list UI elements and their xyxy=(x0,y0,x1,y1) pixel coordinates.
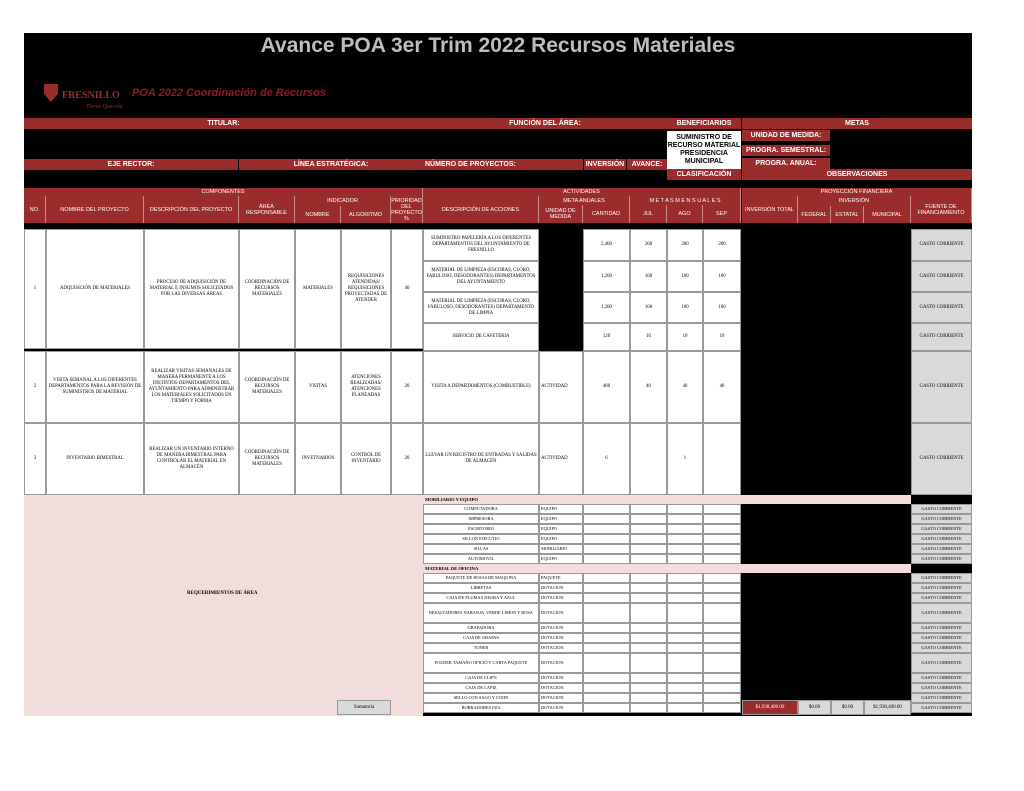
req-item-name: CAJA DE CLIP'S xyxy=(423,673,539,683)
req-item-blank xyxy=(583,633,630,643)
report-sheet xyxy=(24,33,972,716)
action-fuente: GASTO CORRIENTE xyxy=(911,292,972,323)
col-acciones: DESCRIPCIÓN DE ACCIONES xyxy=(423,196,539,223)
action-fuente: GASTO CORRIENTE xyxy=(911,351,972,423)
proyeccion-header: PROYECCIÓN FINANCIERA xyxy=(742,188,972,196)
req-item-fuente: GASTO CORRIENTE xyxy=(911,653,972,673)
project-prioridad: 20 xyxy=(391,351,423,423)
req-item-fuente: GASTO CORRIENTE xyxy=(911,573,972,583)
project-no: 3 xyxy=(24,423,46,495)
req-section-title: MOBILIARIO Y EQUIPO xyxy=(423,495,911,504)
total-inversion: $1,938,400.00 xyxy=(742,700,798,715)
action-cantidad: 1,200 xyxy=(583,261,630,292)
col-municipal: MUNICIPAL xyxy=(864,206,911,223)
col-inv-total: INVERSIÓN TOTAL xyxy=(742,196,798,223)
req-item-blank xyxy=(630,703,667,713)
project-indicador: INVETNARIOS xyxy=(295,423,341,495)
col-prioridad: PRIORIDAD DEL PROYECTO % xyxy=(391,197,422,222)
req-section-title: MATERIAL DE OFICINA xyxy=(423,564,911,573)
req-item-blank xyxy=(583,653,630,673)
req-item-blank xyxy=(667,603,703,623)
req-item-unit: DOTACION xyxy=(539,583,583,593)
project-no: 2 xyxy=(24,351,46,423)
req-item-name: BORRADORES PZA xyxy=(423,703,539,713)
req-item-fuente: GASTO CORRIENTE xyxy=(911,643,972,653)
req-row xyxy=(423,673,972,683)
req-item-blank xyxy=(583,693,630,703)
req-item-blank xyxy=(583,673,630,683)
project-indicador: MATERIALES xyxy=(295,229,341,349)
action-cantidad: 120 xyxy=(583,323,630,351)
req-item-fuente: GASTO CORRIENTE xyxy=(911,583,972,593)
funcion-label: FUNCIÓN DEL ÁREA: xyxy=(423,118,667,129)
col-jul: JUL xyxy=(630,205,667,223)
req-row xyxy=(423,534,972,544)
action-cantidad: 6 xyxy=(583,423,630,495)
action-descripcion: SERVICIO DE CAFETERIA xyxy=(423,323,539,351)
req-item-name: GRAPADORA xyxy=(423,623,539,633)
titular-label: TITULAR: xyxy=(24,118,423,129)
action-ago: 1 xyxy=(667,423,703,495)
req-item-blank xyxy=(630,524,667,534)
action-sep: 100 xyxy=(703,292,741,323)
req-item-fuente: GASTO CORRIENTE xyxy=(911,683,972,693)
req-item-fuente: GASTO CORRIENTE xyxy=(911,633,972,643)
action-jul: 10 xyxy=(630,323,667,351)
req-row xyxy=(423,633,972,643)
req-item-blank xyxy=(583,554,630,564)
req-item-blank xyxy=(703,593,741,603)
action-cantidad: 2,400 xyxy=(583,229,630,261)
col-cantidad: CANTIDAD xyxy=(583,205,630,223)
req-item-blank xyxy=(703,693,741,703)
project-no: 1 xyxy=(24,229,46,349)
action-jul: 40 xyxy=(630,351,667,423)
action-unidad-blank xyxy=(539,323,583,351)
progra-semestral-label: PROGRA. SEMESTRAL: xyxy=(742,145,830,156)
req-item-name: SELLO CON SAGO Y COJIN xyxy=(423,693,539,703)
col-nombre: NOMBRE DEL PROYECTO xyxy=(46,196,144,223)
project-nombre: ADQUISICIÓN DE MATERIALES xyxy=(46,229,144,349)
req-item-unit: EQUIPO xyxy=(539,524,583,534)
req-item-blank xyxy=(630,593,667,603)
req-item-fuente: GASTO CORRIENTE xyxy=(911,623,972,633)
action-jul: 100 xyxy=(630,261,667,292)
req-item-name: CAJA DE PLUMAS NEGRA Y AZUL xyxy=(423,593,539,603)
project-prioridad: 20 xyxy=(391,423,423,495)
req-row xyxy=(423,593,972,603)
action-ago: 40 xyxy=(667,351,703,423)
req-item-blank xyxy=(630,603,667,623)
req-item-blank xyxy=(630,504,667,514)
req-item-unit: DOTACION xyxy=(539,683,583,693)
action-fuente: GASTO CORRIENTE xyxy=(911,229,972,261)
req-item-blank xyxy=(630,693,667,703)
req-item-fuente: GASTO CORRIENTE xyxy=(911,514,972,524)
action-fuente: GASTO CORRIENTE xyxy=(911,323,972,351)
req-row xyxy=(423,554,972,564)
total-estatal: $0.00 xyxy=(831,700,864,715)
req-item-unit: DOTACION xyxy=(539,623,583,633)
req-item-blank xyxy=(703,623,741,633)
req-row xyxy=(423,623,972,633)
req-item-fuente: GASTO CORRIENTE xyxy=(911,554,972,564)
req-item-blank xyxy=(667,653,703,673)
req-item-blank xyxy=(703,583,741,593)
col-sep: SEP xyxy=(703,205,741,223)
beneficiarios-value: SUMINISTRO DE RECURSO MATERIAL PRESIDENCIA MUNICIPAL xyxy=(667,131,741,169)
req-item-fuente: GASTO CORRIENTE xyxy=(911,693,972,703)
req-item-blank xyxy=(583,504,630,514)
req-item-blank xyxy=(630,544,667,554)
req-item-blank xyxy=(703,544,741,554)
req-item-blank xyxy=(583,514,630,524)
req-item-blank xyxy=(630,583,667,593)
req-item-blank xyxy=(703,633,741,643)
num-proyectos-label: NÚMERO DE PROYECTOS: xyxy=(423,159,583,170)
action-descripcion: VISITA A DEPARTAMENTOS (COMBUSTIBLE) xyxy=(423,351,539,423)
action-ago: 200 xyxy=(667,229,703,261)
req-item-blank xyxy=(703,643,741,653)
poa-label: POA 2022 Coordinación de Recursos xyxy=(132,87,326,99)
eje-rector-label: EJE RECTOR: xyxy=(24,159,238,170)
project-descripcion: REALIZAR UN INVENTARIO INTERNO DE MANERA BIMESTRAL PARA CONTROLAR EL MATERIAL EN ALMACÉN xyxy=(144,423,239,495)
req-item-fuente: GASTO CORRIENTE xyxy=(911,703,972,713)
project-prioridad: 40 xyxy=(391,229,423,349)
req-item-blank xyxy=(583,573,630,583)
req-item-unit: DOTACION xyxy=(539,633,583,643)
req-item-name: SILLON EJECUTIO xyxy=(423,534,539,544)
col-ago: AGO xyxy=(667,205,703,223)
req-item-blank xyxy=(667,583,703,593)
logo-subtitle: Tierra Querida xyxy=(86,104,123,110)
action-cantidad: 1,200 xyxy=(583,292,630,323)
req-item-unit: PAQUETE xyxy=(539,573,583,583)
req-row xyxy=(423,683,972,693)
req-item-blank xyxy=(703,673,741,683)
req-item-name: FOLDER TAMAÑO OFICIO Y CARTA PAQUETE xyxy=(423,653,539,673)
col-area: ÁREA RESPONSABLE xyxy=(239,196,295,223)
action-sep: 10 xyxy=(703,323,741,351)
col-fuente: FUENTE DE FINANCIAMIENTO xyxy=(911,196,972,223)
req-item-blank xyxy=(667,643,703,653)
req-item-name: ESCRITORIO xyxy=(423,524,539,534)
req-item-unit: DOTACION xyxy=(539,603,583,623)
action-fuente: GASTO CORRIENTE xyxy=(911,261,972,292)
project-algoritmo: REQUISICIONES ATENDIDAS/ REQUISICIONES PROYECTADAS DE ATENDER xyxy=(341,229,391,349)
action-jul xyxy=(630,423,667,495)
req-item-blank xyxy=(630,673,667,683)
req-item-name: CAJA DE GRAPAS xyxy=(423,633,539,643)
inversion-label: INVERSIÓN xyxy=(585,161,625,168)
req-item-blank xyxy=(667,554,703,564)
project-descripcion: REALIZAR VISITAS SEMANALES DE MANERA PERMANENTE A LOS DISTINTOS DEPARTAMENTOS DEL AYUNTAMIENTO PARA ADMINISTRAR LOS MATERIALES SOLICITADOS EN TIEMPO Y FORMA xyxy=(144,351,239,423)
req-item-blank xyxy=(667,504,703,514)
action-descripcion: MATERIAL DE LIMPIEZA (ESCOBAS, CLORO, FABULOSO, DESODORANTES) DEPARTAMENTOS DEL AYUNTAMIENTO xyxy=(423,261,539,292)
req-row xyxy=(423,653,972,673)
project-descripcion: PROCESO DE ADQUISICIÓN DE MATERIAL E INSUMOS SOLICITADOS POR LAS DIVERSAS ÁREAS xyxy=(144,229,239,349)
req-item-name: TONER xyxy=(423,643,539,653)
action-ago: 100 xyxy=(667,292,703,323)
req-row xyxy=(423,544,972,554)
req-item-blank xyxy=(630,554,667,564)
req-item-unit: DOTACION xyxy=(539,693,583,703)
req-item-blank xyxy=(667,683,703,693)
req-item-name: AUTOMOVIL xyxy=(423,554,539,564)
action-sep: 100 xyxy=(703,261,741,292)
col-unidad: UNIDAD DE MEDIDA xyxy=(539,205,583,223)
inversion-header: INVERSIÓN xyxy=(798,196,911,206)
req-item-blank xyxy=(667,633,703,643)
action-descripcion: MATERIAL DE LIMPIEZA (ESCOBAS, CLORO, FABULOSO, DESODORANTES) DEPARTAMENTO DE LIMPIA xyxy=(423,292,539,323)
req-item-blank xyxy=(583,603,630,623)
req-item-unit: EQUIPO xyxy=(539,554,583,564)
action-unidad-blank xyxy=(539,229,583,261)
req-item-unit: DOTACION xyxy=(539,653,583,673)
req-item-blank xyxy=(630,514,667,524)
logo-text: FRESNILLO xyxy=(62,90,120,101)
req-item-unit: DOTACION xyxy=(539,673,583,683)
req-item-unit: EQUIPO xyxy=(539,534,583,544)
action-unidad: ACTIVIDAD xyxy=(539,351,583,423)
col-federal: FEDERAL xyxy=(798,206,831,223)
req-item-blank xyxy=(703,504,741,514)
req-item-blank xyxy=(583,683,630,693)
metas-mensuales-header: M E T A S M E N S U A L E S xyxy=(630,196,741,205)
col-estatal: ESTATAL xyxy=(831,206,864,223)
req-item-blank xyxy=(583,643,630,653)
req-item-blank xyxy=(703,703,741,713)
beneficiarios-label: BENEFICIARIOS xyxy=(667,118,741,129)
req-item-unit: EQUIPO xyxy=(539,514,583,524)
page-title: Avance POA 3er Trim 2022 Recursos Materiales xyxy=(260,34,736,57)
col-algoritmo: ALGORITMO xyxy=(341,206,391,223)
progra-anual-label: PROGRA. ANUAL: xyxy=(742,158,830,169)
req-item-unit: EQUIPO xyxy=(539,504,583,514)
project-area: COORDINACIÓN DE RECURSOS MATERIALES xyxy=(239,423,295,495)
req-item-blank xyxy=(630,643,667,653)
action-jul: 200 xyxy=(630,229,667,261)
project-area: COORDINACIÓN DE RECURSOS MATERIALES xyxy=(239,351,295,423)
req-item-fuente: GASTO CORRIENTE xyxy=(911,504,972,514)
action-unidad: ACTIVIDAD xyxy=(539,423,583,495)
action-fuente: GASTO CORRIENTE xyxy=(911,423,972,495)
req-item-blank xyxy=(583,593,630,603)
req-item-name: LIBRETAS xyxy=(423,583,539,593)
req-item-blank xyxy=(667,693,703,703)
req-item-name: SILLAS xyxy=(423,544,539,554)
req-item-name: CAJA DE LAPIZ xyxy=(423,683,539,693)
action-ago: 10 xyxy=(667,323,703,351)
req-item-name: COMPUTADORA xyxy=(423,504,539,514)
action-jul: 100 xyxy=(630,292,667,323)
action-sep: 200 xyxy=(703,229,741,261)
req-item-name: PAQUETE DE HOJAS DE MAQUINA xyxy=(423,573,539,583)
req-item-fuente: GASTO CORRIENTE xyxy=(911,603,972,623)
req-row xyxy=(423,524,972,534)
project-area: COORDINACIÓN DE RECURSOS MATERIALES xyxy=(239,229,295,349)
linea-estrategica-label: LÍNEA ESTRATÉGICA: xyxy=(239,159,423,170)
col-no: NO. xyxy=(24,196,46,223)
req-item-fuente: GASTO CORRIENTE xyxy=(911,534,972,544)
action-sep xyxy=(703,423,741,495)
req-item-blank xyxy=(630,573,667,583)
req-item-blank xyxy=(703,573,741,583)
avance-label: AVANCE: xyxy=(627,159,667,170)
req-item-blank xyxy=(667,703,703,713)
action-descripcion: SUMINISTRO PAPELERÍA A LOS DIFERENTES DEPARTAMENTOS DEL AYUNTAMIENTO DE FRESNILLO xyxy=(423,229,539,261)
req-item-blank xyxy=(703,534,741,544)
req-item-blank xyxy=(667,673,703,683)
project-indicador: VISITAS xyxy=(295,351,341,423)
req-item-blank xyxy=(667,514,703,524)
req-item-blank xyxy=(703,603,741,623)
req-item-blank xyxy=(630,623,667,633)
req-row xyxy=(423,504,972,514)
req-item-blank xyxy=(667,524,703,534)
sumatoria-label: Sumatoria xyxy=(337,700,391,715)
col-descripcion: DESCRIPCIÓN DEL PROYECTO xyxy=(144,196,239,223)
project-algoritmo: ATENCIONES REALIZADAS/ ATENCIONES PLANEADAS xyxy=(341,351,391,423)
action-sep: 40 xyxy=(703,351,741,423)
requerimientos-panel xyxy=(24,495,423,716)
action-unidad-blank xyxy=(539,292,583,323)
req-item-fuente: GASTO CORRIENTE xyxy=(911,673,972,683)
metas-label: METAS xyxy=(742,118,972,129)
action-unidad-blank xyxy=(539,261,583,292)
req-item-blank xyxy=(703,683,741,693)
req-item-blank xyxy=(667,573,703,583)
req-item-blank xyxy=(583,524,630,534)
componentes-header: COMPONENTES xyxy=(24,188,423,196)
req-item-unit: DOTACION xyxy=(539,643,583,653)
req-item-blank xyxy=(703,524,741,534)
req-item-blank xyxy=(583,623,630,633)
req-item-name: IMPRESORA xyxy=(423,514,539,524)
fresnillo-logo xyxy=(40,78,132,112)
req-row xyxy=(423,643,972,653)
unidad-medida-label: UNIDAD DE MEDIDA: xyxy=(742,130,830,141)
req-item-blank xyxy=(667,544,703,554)
requerimientos-label: REQUERIMIENTOS DE ÁREA xyxy=(187,591,258,596)
req-item-blank xyxy=(667,623,703,633)
total-federal: $0.00 xyxy=(798,700,831,715)
req-item-blank xyxy=(703,653,741,673)
req-item-unit: DOTACION xyxy=(539,593,583,603)
req-item-unit: MOBILIARIO xyxy=(539,544,583,554)
req-row xyxy=(423,573,972,583)
clasificacion-label: CLASIFICACIÓN xyxy=(667,169,741,180)
req-row xyxy=(423,514,972,524)
project-algoritmo: CONTROL DE INVENTARIO xyxy=(341,423,391,495)
action-ago: 100 xyxy=(667,261,703,292)
action-cantidad: 480 xyxy=(583,351,630,423)
action-descripcion: LLEVAR UN REGISTRO DE ENTRADAS Y SALIDAS DE ALMACÉN xyxy=(423,423,539,495)
req-item-blank xyxy=(583,583,630,593)
req-row xyxy=(423,603,972,623)
req-item-blank xyxy=(703,514,741,524)
project-nombre: VISITA SEMANAL A LOS DIFERENTES DEPARTAMENTOS PARA LA REVISIÓN DE SUMINISTROS DE MATERIAL xyxy=(46,351,144,423)
indicador-header: INDICADOR xyxy=(295,196,391,206)
col-ind-nombre: NOMBRE xyxy=(295,206,341,223)
req-item-blank xyxy=(630,633,667,643)
req-item-blank xyxy=(630,653,667,673)
actividades-header: ACTIVIDADES xyxy=(423,188,741,196)
req-item-name: RESALTADORES NARANJA, VERDE LIMON Y ROSA xyxy=(423,603,539,623)
meta-anual-header: META ANUALES xyxy=(539,196,630,205)
observaciones-label: OBSERVACIONES xyxy=(742,169,972,180)
req-item-blank xyxy=(630,683,667,693)
req-item-blank xyxy=(667,534,703,544)
req-item-fuente: GASTO CORRIENTE xyxy=(911,524,972,534)
req-item-unit: DOTACION xyxy=(539,703,583,713)
req-item-blank xyxy=(583,534,630,544)
req-item-blank xyxy=(583,544,630,554)
req-item-blank xyxy=(703,554,741,564)
req-item-blank xyxy=(667,593,703,603)
total-municipal: $1,938,400.00 xyxy=(864,700,911,715)
req-item-blank xyxy=(583,703,630,713)
req-item-fuente: GASTO CORRIENTE xyxy=(911,544,972,554)
req-item-blank xyxy=(630,534,667,544)
project-nombre: INVENTARIO BIMESTRAL xyxy=(46,423,144,495)
req-row xyxy=(423,583,972,593)
req-item-fuente: GASTO CORRIENTE xyxy=(911,593,972,603)
